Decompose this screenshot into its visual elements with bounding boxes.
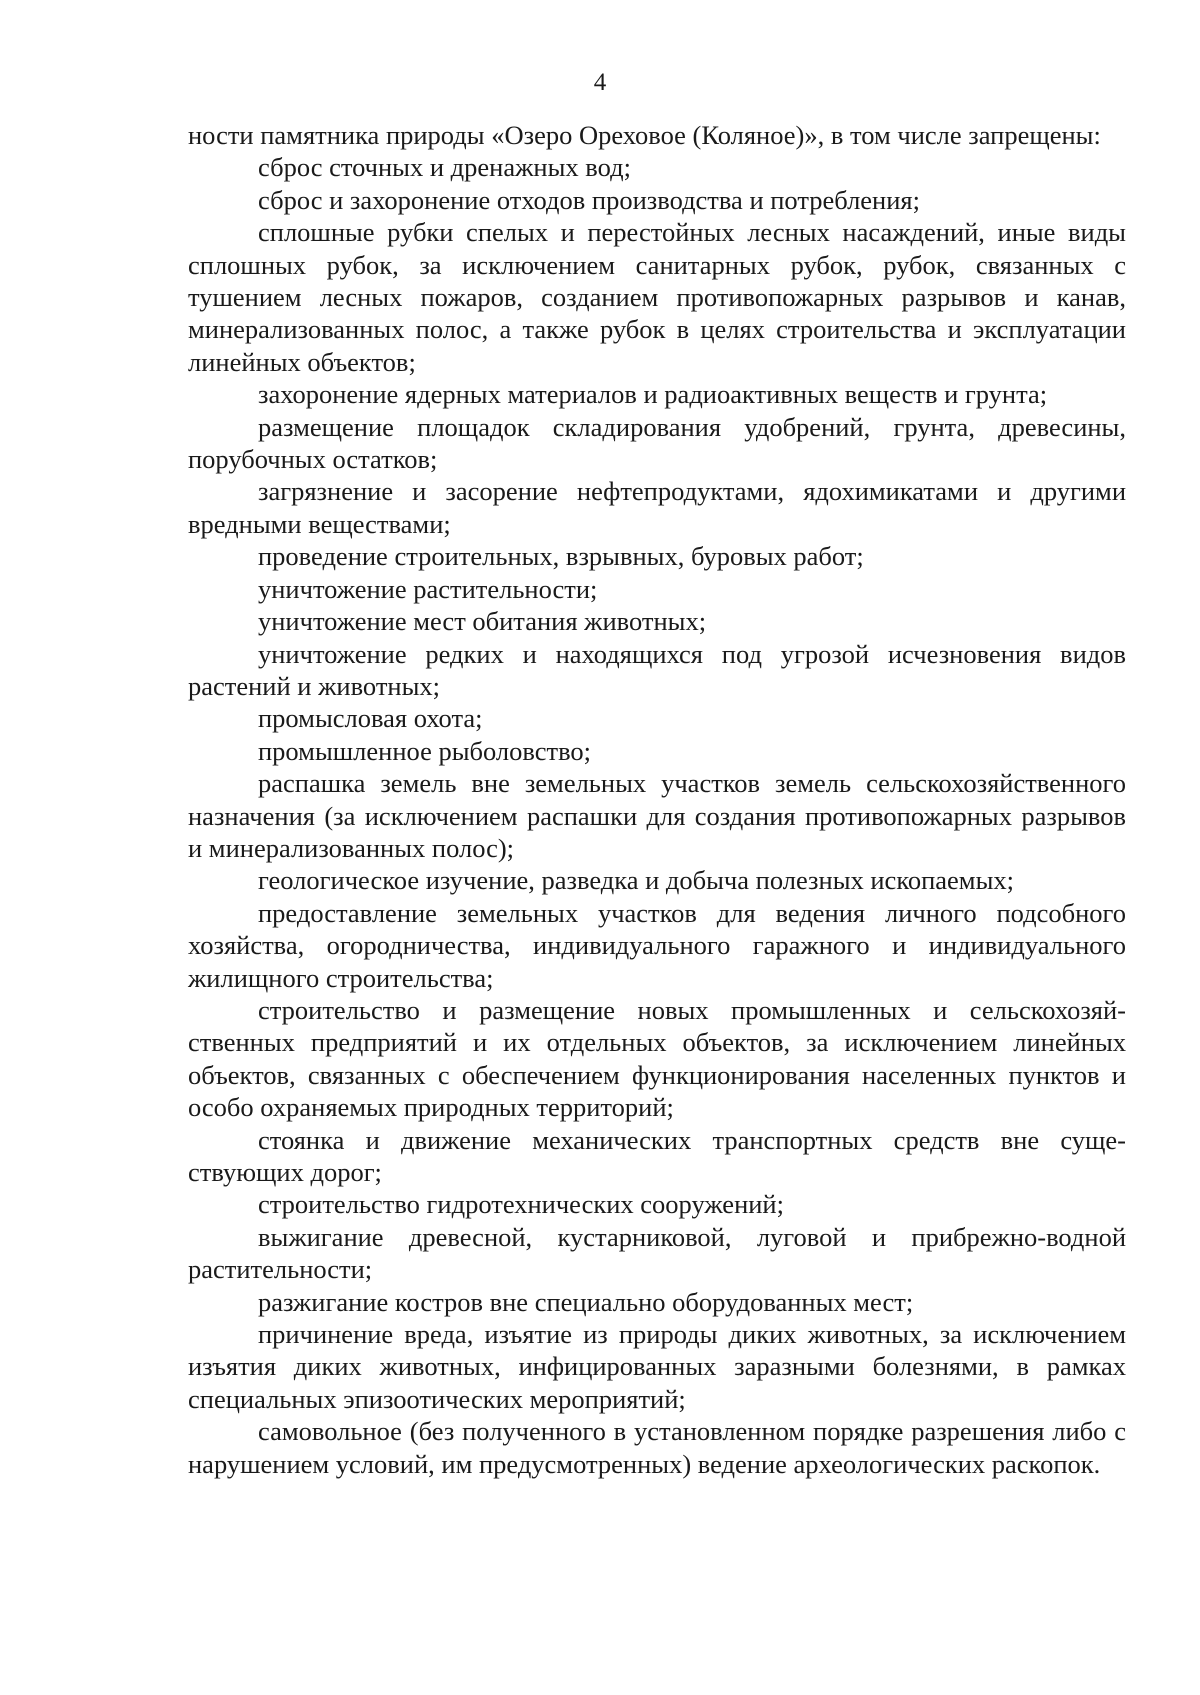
page-number: 4 <box>593 69 607 96</box>
prohibition-item: сброс и захоронение отходов производства и потребления; <box>258 184 920 215</box>
prohibition-item: сплошные рубки спелых и перестойных лесных насаждений, иные виды сплошных рубок, за исключением санитарных рубок, рубок, связанных с тушением лесных пожаров, созданием противопожарных разрывов и канав, минерализованных полос, а также рубок в целях строительства и эксплуатации линейных объектов; <box>188 217 1126 377</box>
prohibition-item: разжигание костров вне специально оборудованных мест; <box>258 1286 914 1317</box>
prohibition-item: строительство и размещение новых промышленных и сельскохозяйственных предприятий и их отдельных объектов, за исключением линейных объектов, связанных с обеспечением функционирования населенных пунктов и особо охраняемых природных территорий; <box>188 994 1126 1123</box>
prohibition-item: строительство гидротехнических сооружений; <box>258 1189 784 1220</box>
prohibition-item: самовольное (без полученного в установленном порядке разрешения либо с нарушением условий, им предусмотренных) ведение археологических раскопок. <box>188 1416 1126 1479</box>
prohibition-item: загрязнение и засорение нефтепродуктами, ядохимикатами и другими вредными веществами; <box>188 476 1126 539</box>
prohibition-item: уничтожение редких и находящихся под угрозой исчезновения видов растений и животных; <box>188 638 1126 701</box>
prohibition-item: уничтожение мест обитания животных; <box>258 606 707 637</box>
prohibition-item: захоронение ядерных материалов и радиоактивных веществ и грунта; <box>258 379 1048 410</box>
prohibition-item: сброс сточных и дренажных вод; <box>258 152 631 183</box>
prohibition-item: предоставление земельных участков для ведения личного подсобного хозяйства, огородничества, индивидуального гаражного и индивидуального жилищного строительства; <box>188 897 1126 993</box>
prohibition-item: проведение строительных, взрывных, буровых работ; <box>258 541 864 572</box>
prohibition-item: причинение вреда, изъятие из природы диких животных, за исключением изъятия диких животных, инфицированных заразными болезнями, в рамках специальных эпизоотических мероприятий; <box>188 1319 1126 1414</box>
prohibition-item: размещение площадок складирования удобрений, грунта, древесины, порубочных остатков; <box>188 411 1126 475</box>
prohibition-item: уничтожение растительности; <box>258 573 598 604</box>
intro-paragraph: ности памятника природы «Озеро Ореховое (Коляное)», в том числе запрещены: <box>188 120 1101 150</box>
document-body <box>188 119 1126 1480</box>
prohibition-item: геологическое изучение, разведка и добыча полезных ископаемых; <box>258 865 1014 896</box>
prohibition-item: стоянка и движение механических транспортных средств вне существующих дорог; <box>188 1124 1126 1187</box>
prohibition-item: выжигание древесной, кустарниковой, луговой и прибрежно-водной растительности; <box>188 1221 1126 1285</box>
prohibition-item: промысловая охота; <box>258 703 483 734</box>
prohibition-item: промышленное рыболовство; <box>258 735 592 766</box>
prohibition-item: распашка земель вне земельных участков земель сельскохозяйственного назначения (за исключением распашки для создания противопожарных разрывов и минерализованных полос); <box>188 768 1126 863</box>
